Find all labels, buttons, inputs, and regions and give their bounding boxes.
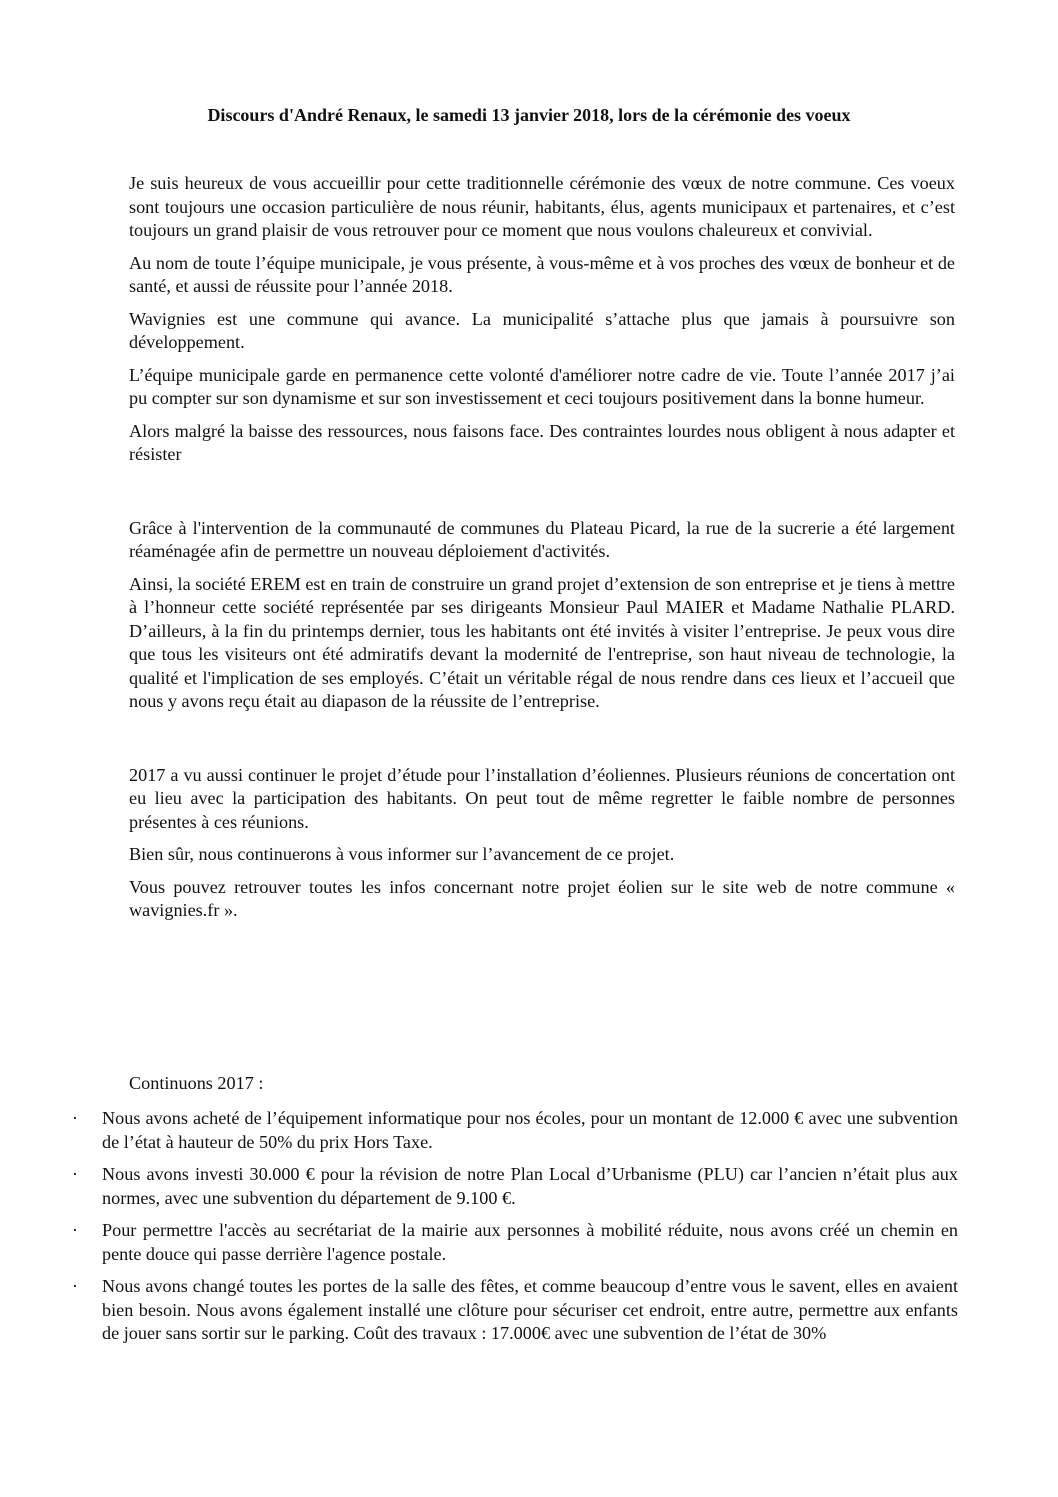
paragraph-erem: Ainsi, la société EREM est en train de construire un grand projet d’extension de son entreprise et je tiens à mettre à l’honneur cette société représentée par ses dirigeants Monsieur Paul MAIER et Madame Nathalie PLARD. D’ailleurs, à la fin du printemps dernier, tous les habitants ont été invités à visiter l’entreprise. Je peux vous dire que tous les visiteurs ont été admiratifs devant la modernité de l'entreprise, son haut niveau de technologie, la qualité et l'implication de ses employés. C’était un véritable régal de nous rendre dans ces lieux et l’accueil que nous y avons reçu était au diapason de la réussite de l’entreprise. <box>129 573 955 711</box>
bullet-icon: · <box>72 1276 78 1296</box>
paragraph-welcome: Je suis heureux de vous accueillir pour cette traditionnelle cérémonie des vœux de notre commune. Ces voeux sont toujours une occasion particulière de nous réunir, habitants, élus, agents municipaux et partenaires, et c’est toujours un grand plaisir de vous retrouver pour ce moment que nous voulons chaleureux et convivial. <box>129 173 955 240</box>
spacer <box>129 723 955 764</box>
bullet-icon: · <box>72 1164 78 1184</box>
bullet-icon: · <box>72 1108 78 1128</box>
spacer <box>129 476 955 517</box>
paragraph-commune: Wavignies est une commune qui avance. La municipalité s’attache plus que jamais à poursuivre son développement. <box>129 308 955 352</box>
document-title: Discours d'André Renaux, le samedi 13 janvier 2018, lors de la cérémonie des voeux <box>207 105 851 125</box>
list-item <box>72 1275 958 1346</box>
document-body <box>129 172 955 932</box>
list-item <box>72 1219 958 1266</box>
paragraph-information: Bien sûr, nous continuerons à vous informer sur l’avancement de ce projet. <box>129 844 675 864</box>
list-item-text: Nous avons changé toutes les portes de la salle des fêtes, et comme beaucoup d’entre vous le savent, elles en avaient bien besoin. Nous avons également installé une clôture pour sécuriser cet endroit, entre autre, permettre aux enfants de jouer sans sortir sur le parking. Coût des travaux : 17.000€ avec une subvention de l’état de 30% <box>102 1276 958 1343</box>
list-item <box>72 1163 958 1210</box>
list-item-text: Pour permettre l'accès au secrétariat de la mairie aux personnes à mobilité réduite, nous avons créé un chemin en pente douce qui passe derrière l'agence postale. <box>102 1220 958 1264</box>
paragraph-wishes: Au nom de toute l’équipe municipale, je vous présente, à vous-même et à vos proches des vœux de bonheur et de santé, et aussi de réussite pour l’année 2018. <box>129 252 955 296</box>
list-item-text: Nous avons investi 30.000 € pour la révision de notre Plan Local d’Urbanisme (PLU) car l’ancien n’était plus aux normes, avec une subvention du département de 9.100 €. <box>102 1164 958 1208</box>
paragraph-resources: Alors malgré la baisse des ressources, nous faisons face. Des contraintes lourdes nous obligent à nous adapter et résister <box>129 420 955 464</box>
paragraph-eoliennes: 2017 a vu aussi continuer le projet d’étude pour l’installation d’éoliennes. Plusieurs réunions de concertation ont eu lieu avec la participation des habitants. On peut tout de même regretter le faible nombre de personnes présentes à ces réunions. <box>129 764 955 832</box>
bullet-list <box>72 1107 958 1355</box>
paragraph-team: L’équipe municipale garde en permanence cette volonté d'améliorer notre cadre de vie. Toute l’année 2017 j’ai pu compter sur son dynamisme et sur son investissement et ceci toujours positivement dans la bonne humeur. <box>129 364 955 408</box>
list-item-text: Nous avons acheté de l’équipement informatique pour nos écoles, pour un montant de 12.000 € avec une subvention de l’état à hauteur de 50% du prix Hors Taxe. <box>102 1108 958 1152</box>
list-heading: Continuons 2017 : <box>129 1073 264 1093</box>
bullet-icon: · <box>72 1220 78 1240</box>
paragraph-website: Vous pouvez retrouver toutes les infos concernant notre projet éolien sur le site web de notre commune « wavignies.fr ». <box>129 876 955 920</box>
list-item <box>72 1107 958 1154</box>
paragraph-plateau-picard: Grâce à l'intervention de la communauté de communes du Plateau Picard, la rue de la sucrerie a été largement réaménagée afin de permettre un nouveau déploiement d'activités. <box>129 517 955 561</box>
